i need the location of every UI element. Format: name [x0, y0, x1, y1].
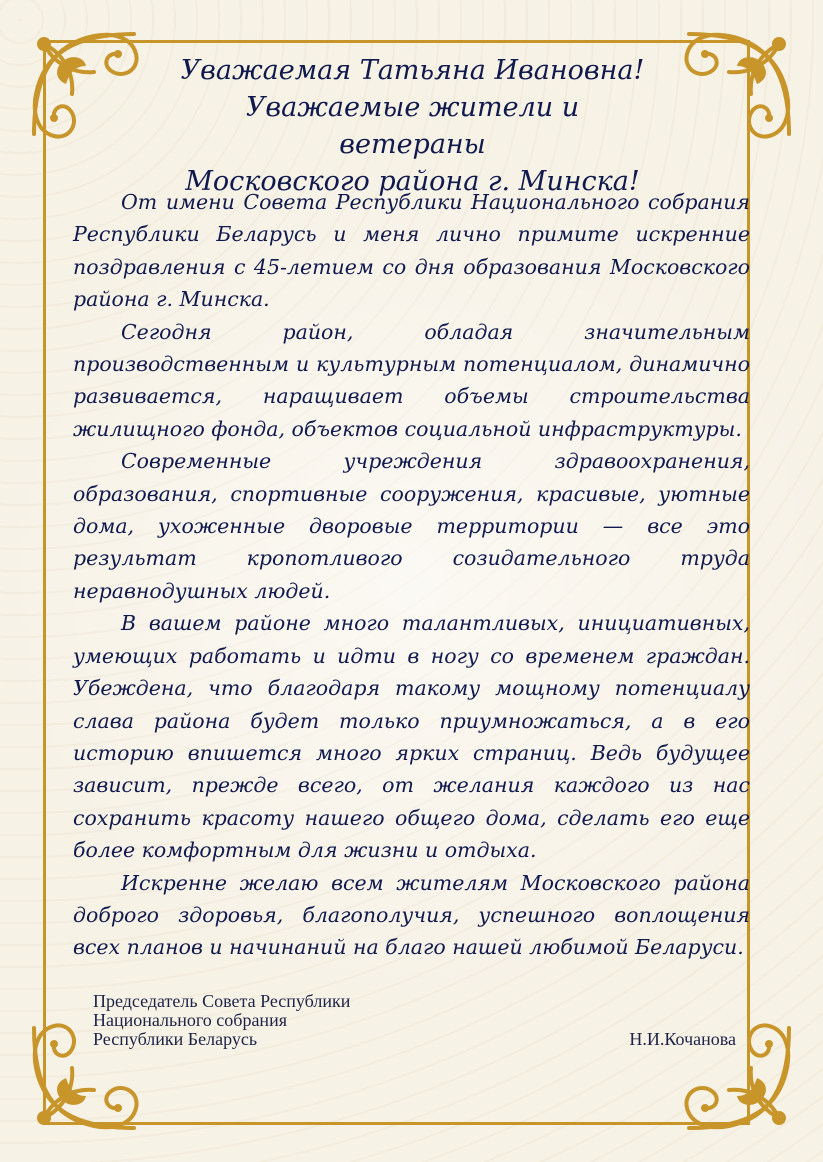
- signature-title-line-3: Республики Беларусь: [93, 1029, 258, 1049]
- signature-title-line-2: Национального собрания: [93, 1010, 287, 1030]
- paragraph: От имени Совета Республики Национального собрания Республики Беларусь и меня лично примите искренние поздравления с 45-летием со дня образования Московского района г. Минска.: [73, 190, 750, 312]
- greeting-heading: [180, 52, 645, 200]
- paragraph: В вашем районе много талантливых, инициативных, умеющих работать и идти в ногу со временем граждан. Убеждена, что благодаря такому мощному потенциалу слава района будет только приумножаться, а в его историю впишется много ярких страниц. Ведь будущее зависит, прежде всего, от желания каждого из нас сохранить красоту нашего общего дома, сделать его еще более комфортным для жизни и отдыха.: [73, 611, 750, 863]
- greeting-line-1: Уважаемая Татьяна Ивановна!: [180, 55, 645, 86]
- paragraph: Сегодня район, обладая значительным производственным и культурным потенциалом, динамично развивается, наращивает объемы строительства жилищного фонда, объектов социальной инфраструктуры.: [73, 319, 750, 441]
- ornament-corner-top-right: [669, 14, 809, 154]
- signature-block: [93, 992, 753, 1049]
- paragraph: Современные учреждения здравоохранения, образования, спортивные сооружения, красивые, уютные дома, ухоженные дворовые территории — все это результат кропотливого созидательного труда неравнодушных людей.: [73, 449, 750, 603]
- paragraph: Искренне желаю всем жителям Московского района доброго здоровья, благополучия, успешного воплощения всех планов и начинаний на благо нашей любимой Беларуси.: [73, 870, 750, 960]
- greeting-line-2: Уважаемые жители и ветераны: [245, 92, 580, 160]
- greeting-line-3: Московского района г. Минска!: [185, 166, 640, 197]
- ornament-corner-top-left: [14, 14, 154, 154]
- signature-title-line-1: Председатель Совета Республики: [93, 991, 351, 1011]
- signatory-name: Н.И.Кочанова: [629, 1029, 736, 1049]
- letter-body: [73, 186, 750, 964]
